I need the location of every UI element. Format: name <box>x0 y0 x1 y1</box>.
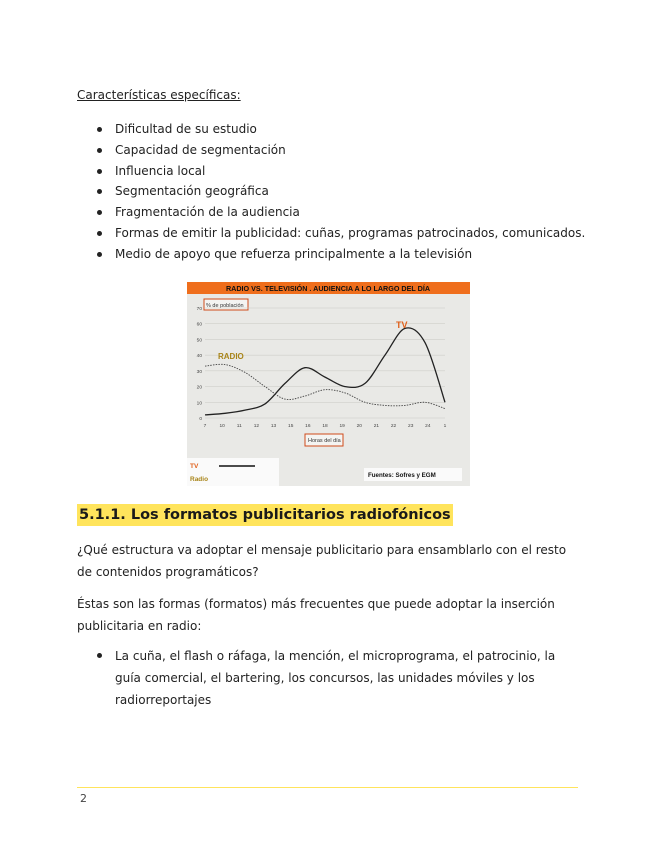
section-title: 5.1.1. Los formatos publicitarios radiofónicos <box>77 504 453 526</box>
x-tick-label: 15 <box>288 424 294 429</box>
x-tick-label: 21 <box>373 424 380 429</box>
x-tick-label: 12 <box>253 424 260 429</box>
paragraph-structure: ¿Qué estructura va adoptar el mensaje publicitario para ensamblarlo con el resto de contenidos programáticos? <box>77 543 567 579</box>
list-item: Segmentación geográfica <box>97 181 585 202</box>
x-tick-label: 11 <box>236 424 242 429</box>
formats-list <box>97 645 567 711</box>
audience-chart <box>187 282 470 486</box>
y-tick-label: 0 <box>199 417 202 422</box>
y-tick-label: 40 <box>196 354 202 360</box>
series-label-tv: TV <box>396 320 408 330</box>
y-tick-label: 60 <box>196 322 202 328</box>
y-tick-label: 30 <box>196 369 202 375</box>
x-tick-label: 22 <box>390 424 397 429</box>
list-item: Formas de emitir la publicidad: cuñas, programas patrocinados, comunicados. <box>97 223 585 244</box>
subheading: Características específicas: <box>77 88 241 102</box>
paragraph-formats: Éstas son las formas (formatos) más frecuentes que puede adoptar la inserción publicitaria en radio: <box>77 597 555 633</box>
x-tick-label: 18 <box>322 424 328 429</box>
footer-divider <box>77 787 578 788</box>
series-label-radio: RADIO <box>218 352 244 361</box>
y-tick-label: 20 <box>196 385 202 391</box>
source-label: Fuentes: Sofres y EGM <box>368 472 436 479</box>
x-tick-label: 19 <box>339 424 345 429</box>
list-item: Influencia local <box>97 161 585 182</box>
x-tick-label: 24 <box>425 424 431 429</box>
x-tick-label: 7 <box>203 424 207 429</box>
x-tick-label: 20 <box>356 424 362 429</box>
list-item: Fragmentación de la audiencia <box>97 202 585 223</box>
features-list <box>97 119 585 265</box>
x-ticks <box>204 423 447 429</box>
y-tick-label: 70 <box>196 307 202 312</box>
x-tick-label: 10 <box>219 424 225 429</box>
chart-background <box>187 282 470 486</box>
legend-radio: Radio <box>190 476 209 483</box>
list-item: Medio de apoyo que refuerza principalmente a la televisión <box>97 244 585 265</box>
list-item: Dificultad de su estudio <box>97 119 585 140</box>
x-tick-label: 16 <box>305 424 311 429</box>
x-tick-label: 1 <box>443 424 447 429</box>
y-axis-label: % de población <box>206 303 244 309</box>
chart-title: RADIO VS. TELEVISIÓN . AUDIENCIA A LO LARGO DEL DÍA <box>225 284 431 293</box>
x-tick-label: 13 <box>270 424 277 429</box>
x-axis-label: Horas del día <box>308 438 341 444</box>
audience-chart-svg <box>187 282 470 486</box>
page-number: 2 <box>80 792 87 805</box>
list-item: Capacidad de segmentación <box>97 140 585 161</box>
list-item: La cuña, el flash o ráfaga, la mención, el microprograma, el patrocinio, la guía comercial, el bartering, los concursos, las unidades móviles y los radiorreportajes <box>97 645 567 711</box>
x-tick-label: 23 <box>408 424 414 429</box>
legend-tv: TV <box>190 463 199 470</box>
y-tick-label: 50 <box>196 338 202 344</box>
y-tick-label: 10 <box>196 401 202 407</box>
